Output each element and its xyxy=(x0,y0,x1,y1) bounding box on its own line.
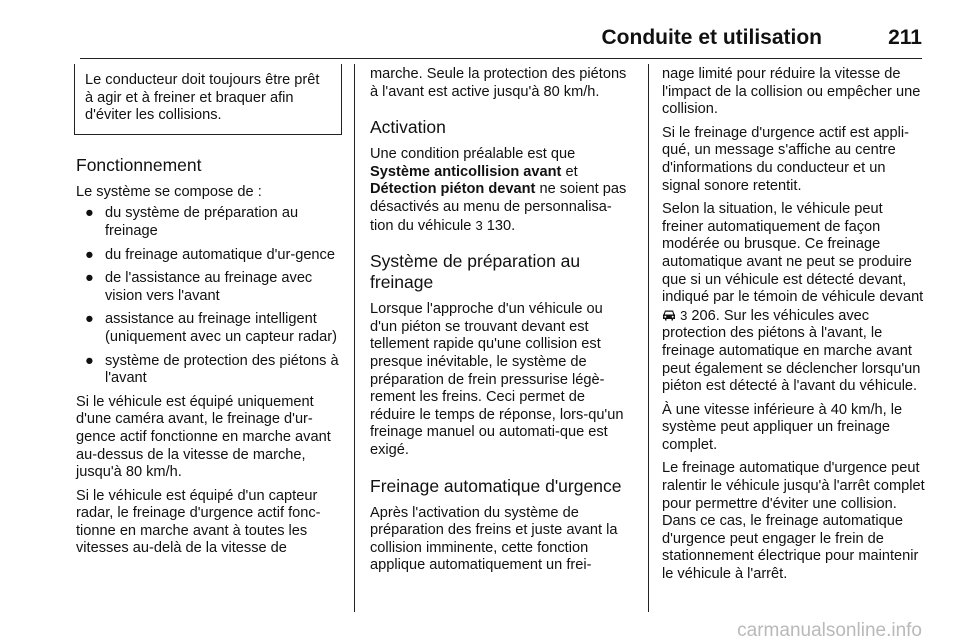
list-item xyxy=(76,353,342,388)
paragraph-radar: Si le véhicule est équipé d'un capteur radar, le freinage d'urgence actif fonc-tionne en marche avant à toutes les vitesses au-delà de la vitesse de xyxy=(76,487,321,557)
warning-note-text: Le conducteur doit toujours être prêt à agir et à freiner et braquer afin d'éviter les collisions. xyxy=(85,72,320,124)
list-item-text: de l'assistance au freinage avec vision vers l'avant xyxy=(105,270,313,304)
column-1 xyxy=(76,64,342,564)
column-3 xyxy=(662,66,927,590)
paragraph-situation xyxy=(662,201,927,396)
list-item xyxy=(76,205,342,240)
heading-automatic-emergency-braking: Freinage automatique d'urgence xyxy=(370,475,622,496)
setting-name-pedestrian: Détection piéton devant xyxy=(370,181,536,198)
activation-paragraph xyxy=(370,146,632,235)
setting-name-collision: Système anticollision avant xyxy=(370,163,562,180)
brake-preparation-text: Lorsque l'approche d'un véhicule ou d'un piéton se trouvant devant est tellement rapide qu'une collision est presque inévitable, le système de préparation de frein pressurise légè-rement les freins. Ceci permet de réduire le temps de réponse, lors-qu'un freinage manuel ou automati-que est exigé. xyxy=(370,301,624,458)
paragraph-limited-braking: nage limité pour réduire la vitesse de l'impact de la collision ou empêcher une collision. xyxy=(662,66,921,118)
automatic-braking-text: Après l'activation du système de préparation des freins et juste avant la collision imminente, cette fonction applique automatiquement un frei- xyxy=(370,504,618,574)
bullet-icon: ● xyxy=(85,246,94,263)
paragraph-full-stop: Le freinage automatique d'urgence peut ralentir le véhicule jusqu'à l'arrêt complet pour permettre d'éviter une collision. Dans ce cas, le freinage automatique d'urgence peut engager le frein de stationnement électrique pour maintenir le véhicule à l'arrêt. xyxy=(662,460,925,583)
header-rule xyxy=(80,58,922,59)
page-header-title: Conduite et utilisation xyxy=(601,26,822,49)
column-2 xyxy=(370,66,632,581)
column-divider-1 xyxy=(354,64,355,612)
warning-note-box xyxy=(74,64,342,135)
paragraph-camera: Si le véhicule est équipé uniquement d'une caméra avant, le freinage d'ur-gence actif fonctionne en marche avant au-dessus de la vitesse de marche, jusqu'à 80 km/h. xyxy=(76,393,331,481)
watermark: carmanualsonline.info xyxy=(737,620,922,641)
list-item-text: système de protection des piétons à l'avant xyxy=(105,352,339,387)
paragraph-speed: À une vitesse inférieure à 40 km/h, le système peut appliquer un freinage complet. xyxy=(662,401,903,453)
list-item xyxy=(76,270,342,305)
paragraph-message: Si le freinage d'urgence actif est appli-qué, un message s'affiche au centre d'informations du conducteur et un signal sonore retentit. xyxy=(662,124,909,194)
page-number: 211 xyxy=(888,26,922,49)
page-reference[interactable]: 130. xyxy=(486,217,516,234)
bullet-icon: ● xyxy=(85,311,94,328)
list-item xyxy=(76,247,342,265)
list-item-text: du système de préparation au freinage xyxy=(105,205,299,239)
list-item-text: du freinage automatique d'ur-gence xyxy=(105,246,335,263)
bullet-icon: ● xyxy=(85,205,94,222)
continued-text: marche. Seule la protection des piétons à l'avant est active jusqu'à 80 km/h. xyxy=(370,66,627,100)
page-ref-arrow-icon: 3 xyxy=(680,307,688,323)
situation-text-a: Selon la situation, le véhicule peut freiner automatiquement de façon modérée ou brusque. Ce freinage automatique avant ne peut se produire que si un véhicule est détecté devant, indiqué par le témoin de véhicule devant xyxy=(662,201,924,306)
list-item xyxy=(76,311,342,346)
heading-activation: Activation xyxy=(370,117,446,138)
heading-brake-preparation: Système de préparation au freinage xyxy=(370,251,581,293)
situation-text-b: Sur les véhicules avec protection des piétons à l'avant, le freinage automatique en marche avant peut également se déclencher lorsqu'un piéton est détecté à l'avant du véhicule. xyxy=(662,307,921,395)
heading-fonctionnement: Fonctionnement xyxy=(76,154,202,175)
car-front-icon xyxy=(662,309,676,321)
intro-text: Le système se compose de : xyxy=(76,183,262,200)
activation-text-3: ne soient pas désactivés au menu de personnalisa-tion du véhicule xyxy=(370,181,627,234)
list-item-text: assistance au freinage intelligent (uniquement avec un capteur radar) xyxy=(105,311,338,345)
column-divider-2 xyxy=(648,64,649,612)
component-list xyxy=(76,205,342,387)
bullet-icon: ● xyxy=(85,270,94,287)
bullet-icon: ● xyxy=(85,352,94,369)
page-ref-arrow-icon: 3 xyxy=(475,217,483,233)
activation-text-1: Une condition préalable est que xyxy=(370,146,576,163)
page-reference[interactable]: 206. xyxy=(691,307,720,324)
activation-text-2: et xyxy=(565,163,578,180)
